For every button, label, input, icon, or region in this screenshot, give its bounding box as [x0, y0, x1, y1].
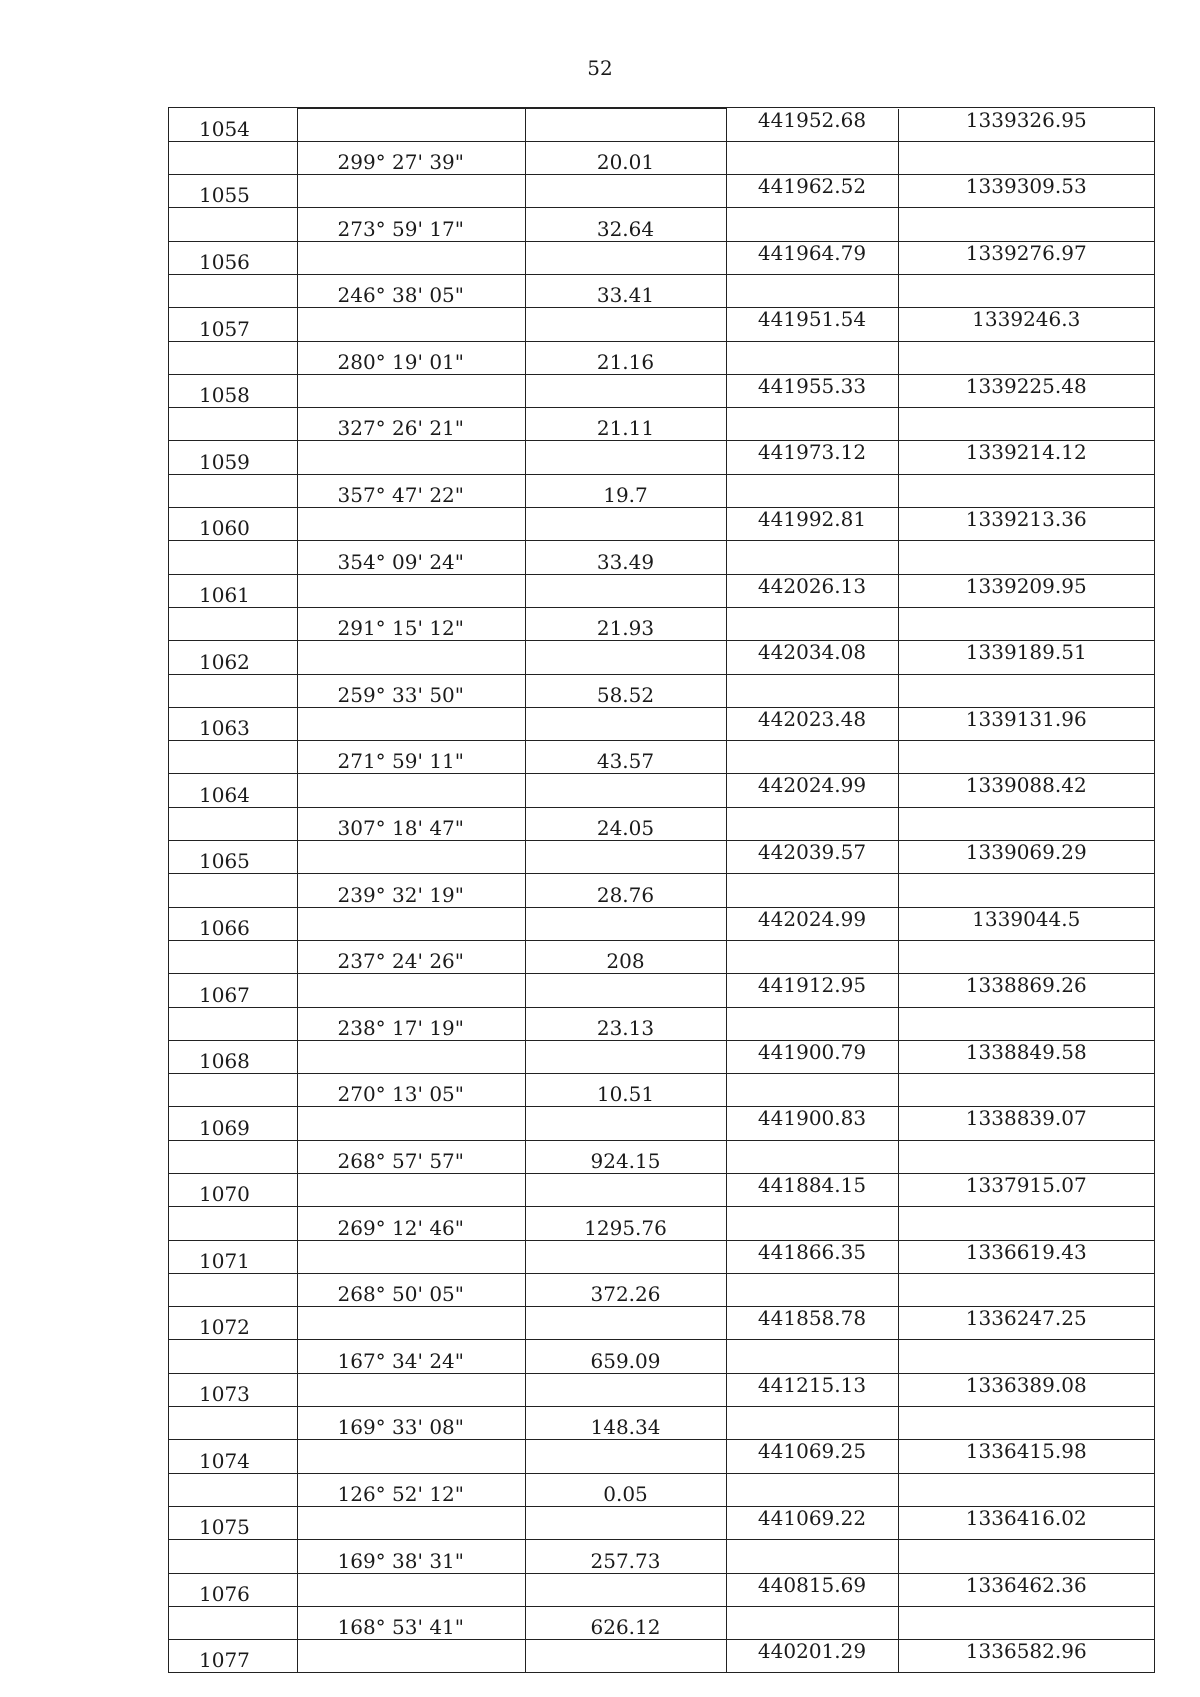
empty-cell: [898, 1273, 1154, 1306]
distance-value: 21.11: [525, 408, 726, 441]
station-number: 1064: [169, 774, 297, 807]
station-number: 1054: [199, 116, 250, 141]
easting-coordinate: 441884.15: [726, 1174, 898, 1207]
distance-value: 33.41: [525, 274, 726, 307]
leg-row: [169, 1473, 1154, 1506]
station-number: 1060: [169, 508, 297, 541]
empty-cell: [898, 1340, 1154, 1373]
empty-cell: [726, 1473, 898, 1506]
page-number: 52: [587, 56, 613, 80]
point-row: [169, 907, 1154, 940]
point-row: [169, 1240, 1154, 1273]
empty-cell: [525, 308, 726, 341]
point-row: [169, 774, 1154, 807]
point-row: [169, 1640, 1154, 1673]
northing-coordinate: 1336415.98: [898, 1440, 1154, 1473]
distance-value: 43.57: [525, 741, 726, 774]
empty-cell: [726, 208, 898, 241]
empty-cell: [297, 1307, 525, 1340]
northing-coordinate: 1339131.96: [898, 707, 1154, 740]
bearing-value: 239° 32' 19": [297, 874, 525, 907]
point-row: [169, 441, 1154, 474]
empty-cell: [297, 774, 525, 807]
point-row: [169, 574, 1154, 607]
empty-cell: [726, 807, 898, 840]
empty-cell: [726, 1007, 898, 1040]
empty-cell: [169, 674, 297, 707]
empty-cell: [525, 574, 726, 607]
empty-cell: [525, 1440, 726, 1473]
bearing-value: 169° 33' 08": [297, 1407, 525, 1440]
empty-cell: [297, 1240, 525, 1273]
leg-row: [169, 1207, 1154, 1240]
empty-cell: [898, 1540, 1154, 1573]
empty-cell: [169, 1606, 297, 1639]
bearing-value: 268° 57' 57": [297, 1140, 525, 1173]
easting-coordinate: 441951.54: [726, 308, 898, 341]
point-row: [169, 1040, 1154, 1073]
empty-cell: [169, 1207, 297, 1240]
bearing-value: 280° 19' 01": [297, 341, 525, 374]
traverse-grid-body: [169, 109, 1154, 1673]
leg-row: [169, 874, 1154, 907]
empty-cell: [297, 907, 525, 940]
bearing-value: 270° 13' 05": [297, 1074, 525, 1107]
easting-coordinate: 441912.95: [726, 974, 898, 1007]
empty-cell: [898, 1207, 1154, 1240]
distance-value: 208: [525, 940, 726, 973]
easting-coordinate: 442026.13: [726, 574, 898, 607]
leg-row: [169, 1340, 1154, 1373]
station-number: 1061: [169, 574, 297, 607]
point-row: [169, 508, 1154, 541]
northing-coordinate: 1339214.12: [898, 441, 1154, 474]
northing-coordinate: 1339276.97: [898, 241, 1154, 274]
empty-cell: [525, 1240, 726, 1273]
empty-cell: [297, 1174, 525, 1207]
empty-cell: [898, 1007, 1154, 1040]
distance-value: 32.64: [525, 208, 726, 241]
empty-cell: [169, 1340, 297, 1373]
northing-coordinate: 1339044.5: [898, 907, 1154, 940]
station-number: 1072: [169, 1307, 297, 1340]
station-number: 1077: [169, 1640, 297, 1673]
empty-cell: [898, 541, 1154, 574]
station-number: 1055: [169, 175, 297, 208]
empty-cell: [525, 241, 726, 274]
empty-cell: [525, 707, 726, 740]
empty-cell: [726, 1340, 898, 1373]
empty-cell: [726, 1273, 898, 1306]
empty-cell: [726, 1407, 898, 1440]
northing-coordinate: 1337915.07: [898, 1174, 1154, 1207]
empty-cell: [898, 408, 1154, 441]
point-row: [169, 1307, 1154, 1340]
station-number: 1071: [169, 1240, 297, 1273]
empty-cell: [169, 1074, 297, 1107]
empty-cell: [169, 607, 297, 640]
empty-cell: [297, 1373, 525, 1406]
northing-coordinate: 1339225.48: [898, 374, 1154, 407]
point-row: [169, 1107, 1154, 1140]
empty-cell: [169, 1540, 297, 1573]
empty-cell: [525, 1107, 726, 1140]
northing-coordinate: 1339209.95: [898, 574, 1154, 607]
station-number: 1056: [169, 241, 297, 274]
distance-value: 0.05: [525, 1473, 726, 1506]
empty-cell: [169, 1273, 297, 1306]
empty-cell: [726, 607, 898, 640]
empty-cell: [169, 1473, 297, 1506]
empty-cell: [726, 940, 898, 973]
empty-cell: [898, 874, 1154, 907]
northing-coordinate: 1339246.3: [898, 308, 1154, 341]
empty-cell: [898, 274, 1154, 307]
empty-cell: [726, 341, 898, 374]
empty-cell: [169, 341, 297, 374]
northing-coordinate: 1336247.25: [898, 1307, 1154, 1340]
distance-value: 372.26: [525, 1273, 726, 1306]
easting-coordinate: 441952.68: [726, 109, 898, 142]
easting-coordinate: 441215.13: [726, 1373, 898, 1406]
empty-cell: [898, 341, 1154, 374]
empty-cell: [525, 1640, 726, 1673]
northing-coordinate: 1336582.96: [898, 1640, 1154, 1673]
empty-cell: [525, 1174, 726, 1207]
empty-cell: [726, 1606, 898, 1639]
empty-cell: [297, 974, 525, 1007]
empty-cell: [297, 1440, 525, 1473]
point-row: [169, 707, 1154, 740]
leg-row: [169, 741, 1154, 774]
bearing-value: 357° 47' 22": [297, 474, 525, 507]
leg-row: [169, 1540, 1154, 1573]
empty-cell: [726, 474, 898, 507]
empty-cell: [169, 474, 297, 507]
northing-coordinate: 1339213.36: [898, 508, 1154, 541]
point-row: [169, 241, 1154, 274]
empty-cell: [169, 274, 297, 307]
empty-cell: [898, 940, 1154, 973]
empty-cell: [525, 1373, 726, 1406]
empty-cell: [726, 874, 898, 907]
empty-cell: [726, 274, 898, 307]
empty-cell: [525, 774, 726, 807]
point-row: [169, 374, 1154, 407]
empty-cell: [898, 1473, 1154, 1506]
point-row: [169, 1573, 1154, 1606]
point-row: [169, 175, 1154, 208]
easting-coordinate: 441858.78: [726, 1307, 898, 1340]
empty-cell: [297, 841, 525, 874]
empty-cell: [169, 940, 297, 973]
empty-cell: [898, 1140, 1154, 1173]
point-row: [169, 308, 1154, 341]
empty-cell: [898, 474, 1154, 507]
empty-cell: [898, 674, 1154, 707]
station-number: 1062: [169, 641, 297, 674]
distance-value: 33.49: [525, 541, 726, 574]
bearing-value: 273° 59' 17": [297, 208, 525, 241]
distance-value: 28.76: [525, 874, 726, 907]
bearing-value: 269° 12' 46": [297, 1207, 525, 1240]
easting-coordinate: 442034.08: [726, 641, 898, 674]
empty-cell: [525, 441, 726, 474]
empty-cell: [297, 241, 525, 274]
empty-cell: [525, 1307, 726, 1340]
bearing-value: 246° 38' 05": [297, 274, 525, 307]
bearing-value: 259° 33' 50": [297, 674, 525, 707]
leg-row: [169, 1606, 1154, 1639]
empty-cell: [297, 1640, 525, 1673]
point-row: [169, 1440, 1154, 1473]
empty-cell: [898, 741, 1154, 774]
empty-cell: [726, 674, 898, 707]
empty-cell: [297, 1040, 525, 1073]
bearing-value: 238° 17' 19": [297, 1007, 525, 1040]
bearing-value: 169° 38' 31": [297, 1540, 525, 1573]
point-row: [169, 1506, 1154, 1539]
distance-value: 626.12: [525, 1606, 726, 1639]
point-row: [169, 1174, 1154, 1207]
survey-coordinates-table: [168, 107, 1155, 1673]
northing-coordinate: 1336619.43: [898, 1240, 1154, 1273]
empty-cell: [525, 907, 726, 940]
empty-cell: [525, 1040, 726, 1073]
leg-row: [169, 208, 1154, 241]
leg-row: [169, 274, 1154, 307]
distance-value: 1295.76: [525, 1207, 726, 1240]
northing-coordinate: 1339326.95: [898, 109, 1154, 142]
empty-cell: [169, 541, 297, 574]
point-row: [169, 109, 1154, 142]
distance-value: 24.05: [525, 807, 726, 840]
bearing-value: 354° 09' 24": [297, 541, 525, 574]
empty-cell: [297, 374, 525, 407]
easting-coordinate: 441900.79: [726, 1040, 898, 1073]
easting-coordinate: 441964.79: [726, 241, 898, 274]
distance-value: 21.93: [525, 607, 726, 640]
leg-row: [169, 141, 1154, 174]
station-number: 1057: [169, 308, 297, 341]
leg-row: [169, 1273, 1154, 1306]
easting-coordinate: 441973.12: [726, 441, 898, 474]
empty-cell: [169, 1007, 297, 1040]
leg-row: [169, 541, 1154, 574]
traverse-grid: [169, 108, 1154, 1672]
easting-coordinate: 440201.29: [726, 1640, 898, 1673]
distance-value: 10.51: [525, 1074, 726, 1107]
empty-cell: [169, 1407, 297, 1440]
empty-cell: [726, 1207, 898, 1240]
northing-coordinate: 1336389.08: [898, 1373, 1154, 1406]
empty-cell: [297, 1573, 525, 1606]
empty-cell: [169, 408, 297, 441]
easting-coordinate: 441069.22: [726, 1506, 898, 1539]
distance-value: 21.16: [525, 341, 726, 374]
station-number: 1076: [169, 1573, 297, 1606]
distance-value: 23.13: [525, 1007, 726, 1040]
leg-row: [169, 341, 1154, 374]
easting-coordinate: 441069.25: [726, 1440, 898, 1473]
northing-coordinate: 1338849.58: [898, 1040, 1154, 1073]
leg-row: [169, 940, 1154, 973]
distance-value: 20.01: [525, 141, 726, 174]
empty-cell: [297, 308, 525, 341]
bearing-value: 271° 59' 11": [297, 741, 525, 774]
empty-cell: [525, 508, 726, 541]
distance-value: 257.73: [525, 1540, 726, 1573]
northing-coordinate: 1338869.26: [898, 974, 1154, 1007]
empty-cell: [525, 175, 726, 208]
bearing-value: 167° 34' 24": [297, 1340, 525, 1373]
bearing-value: 327° 26' 21": [297, 408, 525, 441]
leg-row: [169, 1074, 1154, 1107]
empty-cell: [297, 109, 525, 142]
station-number: 1058: [169, 374, 297, 407]
leg-row: [169, 1407, 1154, 1440]
easting-coordinate: 442024.99: [726, 907, 898, 940]
station-number: 1075: [169, 1506, 297, 1539]
distance-value: 58.52: [525, 674, 726, 707]
point-row: [169, 841, 1154, 874]
easting-coordinate: 442039.57: [726, 841, 898, 874]
point-row: [169, 641, 1154, 674]
empty-cell: [297, 707, 525, 740]
empty-cell: [525, 641, 726, 674]
station-number: 1068: [169, 1040, 297, 1073]
leg-row: [169, 474, 1154, 507]
empty-cell: [898, 607, 1154, 640]
empty-cell: [297, 1506, 525, 1539]
easting-coordinate: 442024.99: [726, 774, 898, 807]
station-number: 1074: [169, 1440, 297, 1473]
empty-cell: [898, 1074, 1154, 1107]
station-number: 1063: [169, 707, 297, 740]
empty-cell: [898, 1606, 1154, 1639]
empty-cell: [898, 807, 1154, 840]
empty-cell: [169, 741, 297, 774]
station-number: 1066: [169, 907, 297, 940]
point-row: [169, 974, 1154, 1007]
empty-cell: [898, 1407, 1154, 1440]
empty-cell: [297, 175, 525, 208]
empty-cell: [726, 1540, 898, 1573]
bearing-value: 126° 52' 12": [297, 1473, 525, 1506]
station-number: 1065: [169, 841, 297, 874]
empty-cell: [525, 1573, 726, 1606]
bearing-value: 168° 53' 41": [297, 1606, 525, 1639]
empty-cell: [169, 1140, 297, 1173]
distance-value: 148.34: [525, 1407, 726, 1440]
leg-row: [169, 1140, 1154, 1173]
bearing-value: 307° 18' 47": [297, 807, 525, 840]
northing-coordinate: 1339069.29: [898, 841, 1154, 874]
station-number: 1073: [169, 1373, 297, 1406]
empty-cell: [297, 574, 525, 607]
northing-coordinate: 1336416.02: [898, 1506, 1154, 1539]
easting-coordinate: 440815.69: [726, 1573, 898, 1606]
empty-cell: [525, 1506, 726, 1539]
easting-coordinate: 441962.52: [726, 175, 898, 208]
empty-cell: [169, 807, 297, 840]
empty-cell: [726, 1074, 898, 1107]
northing-coordinate: 1339189.51: [898, 641, 1154, 674]
leg-row: [169, 807, 1154, 840]
empty-cell: [726, 141, 898, 174]
empty-cell: [525, 841, 726, 874]
empty-cell: [297, 641, 525, 674]
easting-coordinate: 442023.48: [726, 707, 898, 740]
northing-coordinate: 1336462.36: [898, 1573, 1154, 1606]
leg-row: [169, 607, 1154, 640]
station-number: 1070: [169, 1174, 297, 1207]
empty-cell: [525, 974, 726, 1007]
bearing-value: 291° 15' 12": [297, 607, 525, 640]
empty-cell: [726, 541, 898, 574]
empty-cell: [169, 874, 297, 907]
leg-row: [169, 674, 1154, 707]
station-number: 1067: [169, 974, 297, 1007]
distance-value: 924.15: [525, 1140, 726, 1173]
easting-coordinate: 441955.33: [726, 374, 898, 407]
empty-cell: [898, 141, 1154, 174]
empty-cell: [297, 441, 525, 474]
bearing-value: 268° 50' 05": [297, 1273, 525, 1306]
station-number: 1059: [169, 441, 297, 474]
empty-cell: [726, 408, 898, 441]
empty-cell: [169, 141, 297, 174]
easting-coordinate: 441900.83: [726, 1107, 898, 1140]
distance-value: 659.09: [525, 1340, 726, 1373]
point-row: [169, 1373, 1154, 1406]
easting-coordinate: 441866.35: [726, 1240, 898, 1273]
distance-value: 19.7: [525, 474, 726, 507]
northing-coordinate: 1339088.42: [898, 774, 1154, 807]
bearing-value: 237° 24' 26": [297, 940, 525, 973]
empty-cell: [726, 741, 898, 774]
leg-row: [169, 408, 1154, 441]
empty-cell: [898, 208, 1154, 241]
northing-coordinate: 1338839.07: [898, 1107, 1154, 1140]
empty-cell: [297, 508, 525, 541]
empty-cell: [525, 374, 726, 407]
leg-row: [169, 1007, 1154, 1040]
empty-cell: [525, 109, 726, 142]
empty-cell: [297, 1107, 525, 1140]
empty-cell: [169, 208, 297, 241]
northing-coordinate: 1339309.53: [898, 175, 1154, 208]
station-number: 1069: [169, 1107, 297, 1140]
empty-cell: [726, 1140, 898, 1173]
easting-coordinate: 441992.81: [726, 508, 898, 541]
bearing-value: 299° 27' 39": [297, 141, 525, 174]
